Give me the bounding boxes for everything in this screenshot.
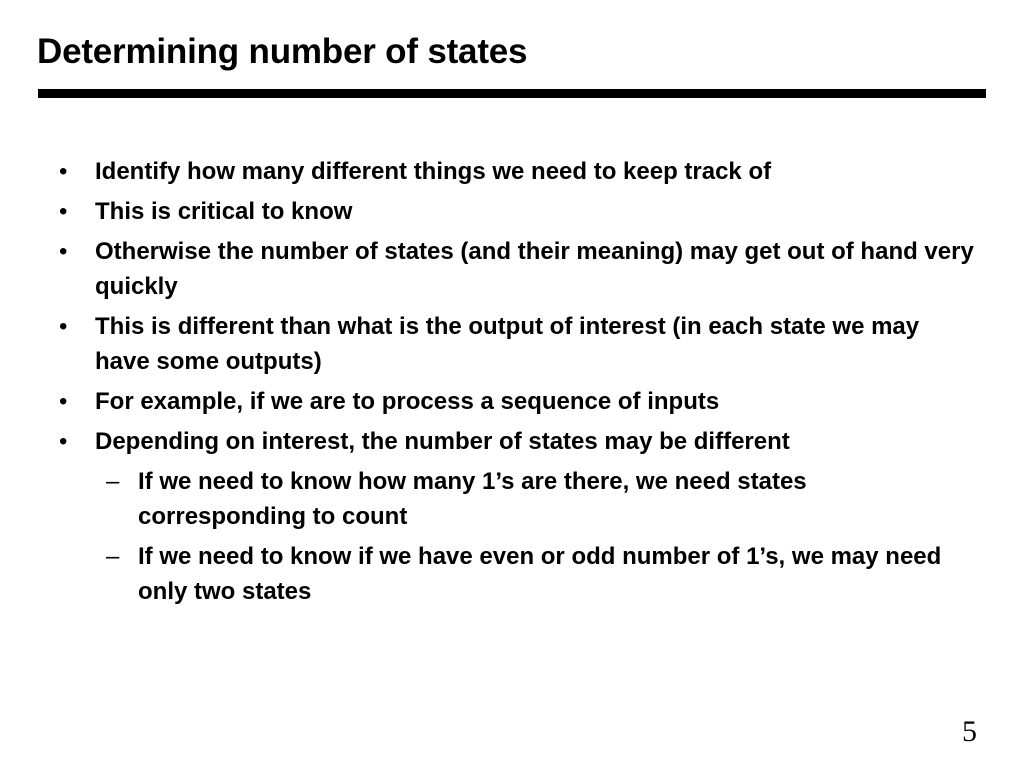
bullet-item [0,154,1024,189]
sub-bullet-item [0,464,1024,534]
dash-marker-icon: – [106,468,120,495]
page-number: 5 [962,715,977,748]
bullet-text: This is critical to know [95,198,353,225]
bullet-marker-icon: • [59,198,68,225]
bullet-item [0,384,1024,419]
dash-marker-icon: – [106,543,120,570]
bullet-item [0,234,1024,304]
bullet-marker-icon: • [59,313,68,340]
title-underline-rule [38,89,986,98]
bullet-item [0,309,1024,379]
slide-title: Determining number of states [37,32,528,71]
sub-bullet-text: If we need to know if we have even or odd number of 1’s, we may need only two states [138,543,942,605]
bullet-item [0,194,1024,229]
bullet-marker-icon: • [59,388,68,415]
bullet-text: This is different than what is the output of interest (in each state we may have some outputs) [95,313,920,375]
bullet-text: Identify how many different things we need to keep track of [95,158,772,185]
bullet-marker-icon: • [59,238,68,265]
sub-bullet-item [0,539,1024,609]
bullet-item [0,424,1024,459]
bullet-text: Otherwise the number of states (and their meaning) may get out of hand very quickly [95,238,974,300]
sub-bullet-text: If we need to know how many 1’s are there, we need states corresponding to count [138,468,807,530]
bullet-text: For example, if we are to process a sequence of inputs [95,388,720,415]
bullet-text: Depending on interest, the number of states may be different [95,428,790,455]
bullet-list [0,154,1024,614]
bullet-marker-icon: • [59,158,68,185]
bullet-marker-icon: • [59,428,68,455]
